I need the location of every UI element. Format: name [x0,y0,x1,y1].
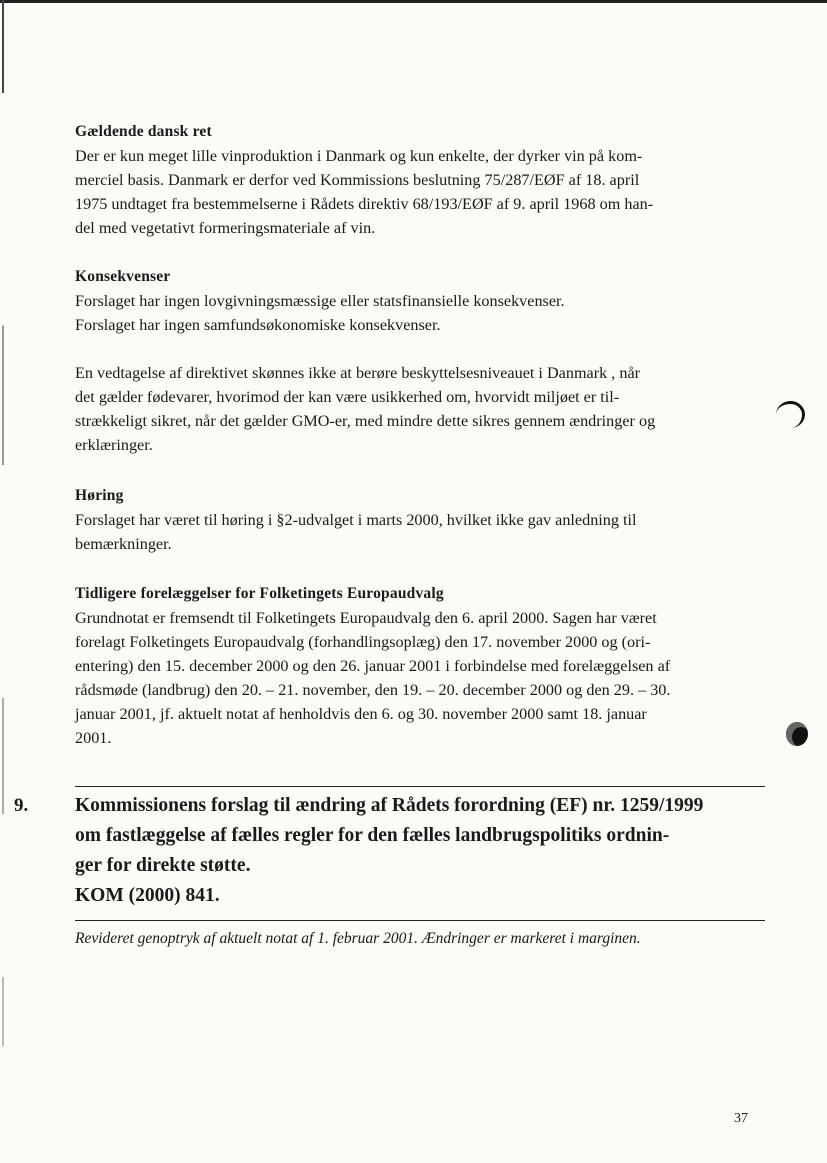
section-gaeldende [75,120,755,240]
text-line: Forslaget har ingen lovgivningsmæssige eller statsfinansielle konsekvenser. [75,292,565,310]
item-title-line: om fastlæggelse af fælles regler for den fælles landbrugspolitiks ordnin- [75,825,670,846]
section-heading: Gældende dansk ret [75,123,212,140]
text-line: det gælder fødevarer, hvorimod der kan være usikkerhed om, hvorvidt miljøet er til- [75,388,620,406]
text-line: strækkeligt sikret, når det gælder GMO-er, med mindre dette sikres gennem ændringer og [75,412,656,430]
item-number: 9. [14,795,29,816]
text-line: merciel basis. Danmark er derfor ved Kommissions beslutning 75/287/EØF af 18. april [75,171,640,189]
item-title [75,791,775,911]
text-line: bemærkninger. [75,535,172,553]
item-title-line: Kommissionens forslag til ændring af Rådets forordning (EF) nr. 1259/1999 [75,795,704,816]
text-line: Grundnotat er fremsendt til Folketingets Europaudvalg den 6. april 2000. Sagen har været [75,609,657,627]
divider-top [75,786,765,787]
text-line: januar 2001, jf. aktuelt notat af henholdvis den 6. og 30. november 2000 samt 18. januar [75,705,647,723]
margin-mark-icon [776,401,805,428]
section-horing [75,484,755,556]
text-line: erklæringer. [75,436,153,454]
text-line: 1975 undtaget fra bestemmelserne i Rådets direktiv 68/193/EØF af 9. april 1968 om han- [75,195,654,213]
page-number: 37 [734,1111,748,1126]
text-line: entering) den 15. december 2000 og den 26. januar 2001 i forbindelse med forelæggelsen af [75,657,671,675]
scan-edge-left [2,0,4,1163]
section-konsekvenser [75,265,755,457]
section-heading: Høring [75,487,124,504]
divider-bottom [75,920,765,921]
revision-note: Revideret genoptryk af aktuelt notat af 1. februar 2001. Ændringer er markeret i marginen. [75,930,641,947]
scan-edge-top [0,0,827,3]
text-line: Forslaget har været til høring i §2-udvalget i marts 2000, hvilket ikke gav anledning til [75,511,637,529]
text-line: forelagt Folketingets Europaudvalg (forhandlingsoplæg) den 17. november 2000 og (ori- [75,633,651,651]
section-tidligere [75,582,755,750]
text-line: Forslaget har ingen samfundsøkonomiske konsekvenser. [75,316,441,334]
punch-hole-icon [786,722,808,746]
text-line: del med vegetativt formeringsmateriale af vin. [75,219,376,237]
text-line: Der er kun meget lille vinproduktion i Danmark og kun enkelte, der dyrker vin på kom- [75,147,643,165]
text-line: 2001. [75,729,112,747]
item-title-line: ger for direkte støtte. [75,855,251,876]
text-line: rådsmøde (landbrug) den 20. – 21. november, den 19. – 20. december 2000 og den 29. – 30. [75,681,671,699]
text-line: En vedtagelse af direktivet skønnes ikke at berøre beskyttelsesniveauet i Danmark , når [75,364,641,382]
section-heading: Konsekvenser [75,268,171,285]
section-heading: Tidligere forelæggelser for Folketingets Europaudvalg [75,585,444,602]
item-title-line: KOM (2000) 841. [75,885,220,906]
